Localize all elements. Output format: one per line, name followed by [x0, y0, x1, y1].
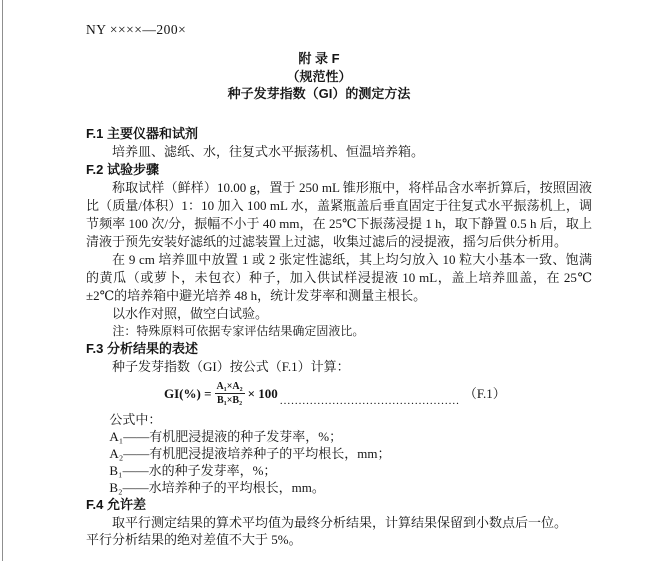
- formula: [164, 381, 592, 407]
- formula-multiplier: × 100: [247, 386, 278, 401]
- section-f1-heading: F.1 主要仪器和试剂: [86, 125, 198, 141]
- f1-paragraph: 培养皿、滤纸、水，往复式水平振荡机、恒温培养箱。: [112, 143, 425, 159]
- formula-dot-leader: ................................................: [279, 395, 460, 407]
- formula-where-label: 公式中：: [109, 411, 162, 427]
- appendix-label: 附 录 F: [298, 51, 340, 66]
- appendix-title-block: [86, 50, 592, 103]
- f2-paragraph-1: 称取试样（鲜样）10.00 g，置于 250 mL 锥形瓶中，将样品含水率折算后，按照固液比（质量/体积）1：10 加入 100 mL 水，盖紧瓶盖后垂直固定于往复式水平振荡机上，调节频率 100 次/分，振幅不小于 40 mm，在 25℃下振荡浸提 1 h，取下静置 0.5 h 后，取上清液于预先安装好滤纸的过滤装置上过滤，收集过滤后的浸提液，摇匀后供分析用。: [86, 179, 592, 249]
- formula-denominator: B₁×B₂: [217, 395, 243, 406]
- f4-paragraph-1: 取平行测定结果的算术平均值为最终分析结果，计算结果保留到小数点后一位。: [112, 514, 568, 530]
- f2-note: 注：特殊原料可依据专家评估结果确定固液比。: [112, 323, 365, 338]
- section-f4-heading: F.4 允许差: [86, 496, 146, 512]
- formula-def-b1: B₁——水的种子发芽率，%；: [109, 462, 277, 478]
- formula-def-a1: A₁——有机肥浸提液的种子发芽率，%；: [109, 428, 343, 444]
- f2-paragraph-2: 在 9 cm 培养皿中放置 1 或 2 张定性滤纸，其上均匀放入 10 粒大小基本一致、饱满的黄瓜（或萝卜，未包衣）种子，加入供试样浸提液 10 mL，盖上培养皿盖，在 25℃±2℃的培养箱中避光培养 48 h，统计发芽率和测量主根长。: [86, 251, 592, 303]
- formula-fraction: [215, 381, 245, 407]
- section-f2-heading: F.2 试验步骤: [86, 161, 159, 177]
- appendix-normative: （规范性）: [286, 68, 352, 84]
- formula-lhs: GI(%) =: [164, 386, 212, 401]
- f3-intro: 种子发芽指数（GI）按公式（F.1）计算：: [112, 358, 350, 374]
- formula-numerator: A₁×A₂: [215, 381, 245, 395]
- f2-paragraph-3: 以水作对照，做空白试验。: [112, 305, 269, 321]
- f4-paragraph-2: 平行分析结果的绝对差值不大于 5%。: [86, 532, 302, 547]
- appendix-title: 种子发芽指数（GI）的测定方法: [227, 86, 411, 101]
- doc-number: NY ××××—200×: [86, 22, 187, 37]
- formula-number-label: （F.1）: [463, 386, 506, 401]
- section-f3-heading: F.3 分析结果的表述: [86, 340, 198, 356]
- formula-def-a2: A₂——有机肥浸提液培养种子的平均根长，mm；: [109, 445, 391, 461]
- formula-def-b2: B₂——水培养种子的平均根长，mm。: [109, 479, 325, 495]
- page-left-rule: [2, 0, 3, 561]
